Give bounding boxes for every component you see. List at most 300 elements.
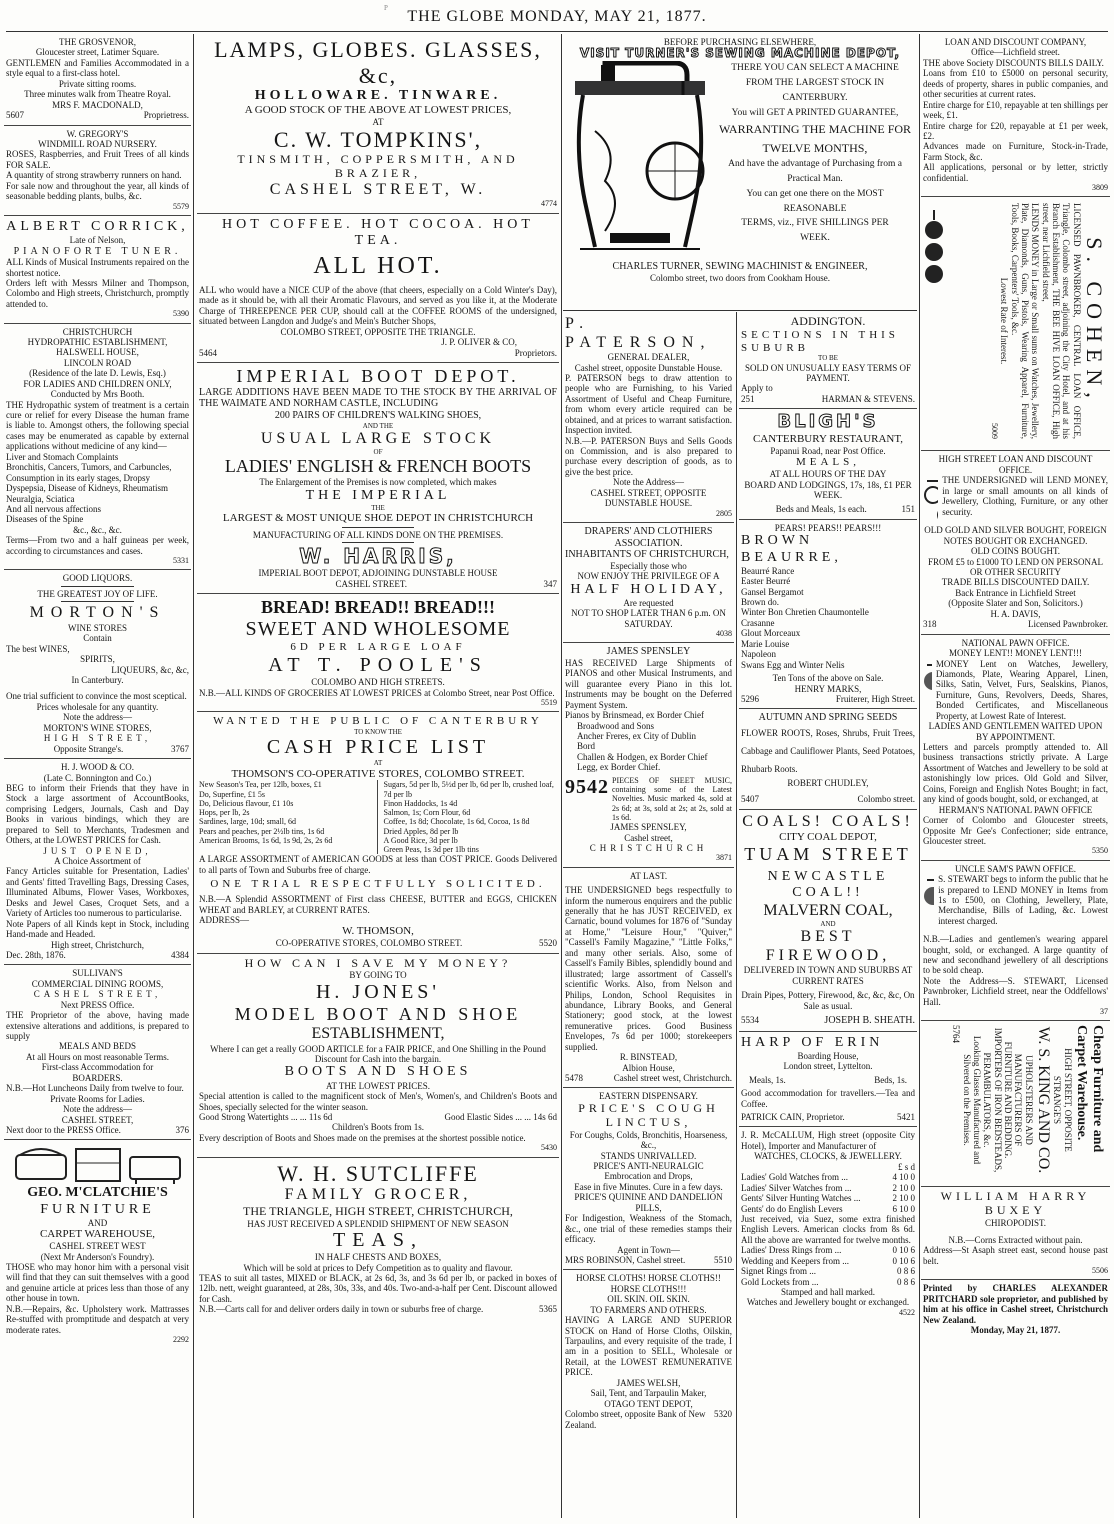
body-text: WARRANTING THE MACHINE FOR <box>718 122 912 137</box>
address: CASHEL STREET. <box>335 578 407 589</box>
body-text: N.B.—Carts call for and deliver orders daily in town or suburbs free of charge. <box>199 1304 484 1315</box>
body-text: (Residence of the late D. Lewis, Esq.) <box>29 368 166 379</box>
advert-subtitle: HALF HOLIDAY, <box>570 581 727 597</box>
advert-title: EASTERN DISPENSARY. <box>599 1091 698 1102</box>
advert-title: HIGH STREET LOAN AND DISCOUNT OFFICE. <box>938 454 1093 475</box>
proprietor-role: Proprietors. <box>514 347 557 358</box>
advert-subtitle: CHIROPODIST. <box>984 1218 1047 1229</box>
body-text: TEAS to suit all tastes, MIXED or BLACK, at 2s 6d, 3s, and 3s 6d per lb, or packed in boxes of 12lb. nett, weight guaranteed, at 28s, 30s, 33s, and 40s. Two-and-a-half per Cent. Discount allowed for Cash. <box>199 1273 557 1304</box>
advert-subtitle: MONEY LENT!! MONEY LENT!!! <box>948 648 1083 659</box>
list-item: Swans Egg and Winter Nelis <box>741 659 845 670</box>
advert-title: COALS! COALS! <box>742 812 914 830</box>
body-text: SECTIONS IN THIS SUBURB <box>741 328 899 354</box>
body-text: Loans from £10 to £5000 on personal security, deeds of property, shares in public companies, and other securities at current rates. <box>923 68 1108 100</box>
address: Back Entrance in Lichfield Street <box>955 587 1076 598</box>
body-text: N.B.—Corns Extracted without pain. <box>948 1234 1083 1245</box>
price-item: Dried Apples, 8d per lb <box>383 826 459 836</box>
advert-title: LAMPS, GLOBES. GLASSES, &c, <box>214 37 542 88</box>
list-item: Ancher Freres, ex City of Dublin <box>577 731 696 742</box>
price-list-right <box>384 780 558 854</box>
address: IMPERIAL BOOT DEPOT, ADJOINING DUNSTABLE HOUSE <box>258 568 498 579</box>
body-text: LENDS MONEY in Large or Small sums on Watches, Jewellery, Plate, Diamonds, Guns, Pistols, Wearing Apparel, Furniture, Tools, Books, Carpenters' Tools, &c. <box>1009 203 1041 440</box>
body-text: Special attention is called to the magnificent stock of Men's, Women's, and Children's Boots and Shoes, specially selected for the winter season. <box>199 1091 557 1112</box>
advert-binstead-books <box>563 868 734 1089</box>
price-item: Pears and peaches, per 2½lb tins, 1s 6d <box>199 826 325 836</box>
advert-number: 2805 <box>716 508 732 518</box>
address: Cashel street west, Christchurch. <box>613 1073 732 1084</box>
body-text: ALL who would have a NICE CUP of the above (that cheers, especially on a Cold Winter's Day), made as it should be, with all their Aromatic Flavours, and served as you like it, at the Moderate Charge of THREEPENCE PER CUP, should call at the COFFEE ROOMS of the undersigned, situated between Langdon and Judge's and Mein's Butcher Shops, <box>199 284 557 327</box>
advert-subtitle: LADIES' ENGLISH & FRENCH BOOTS <box>224 456 532 477</box>
body-text: PIECES OF SHEET MUSIC, containing some of the Latest Novelties. Music marked 4s, sold at 2s 6d; at 3s, sold at 2s; at 2s, sold at 1s 6d. <box>612 775 732 822</box>
advert-sheath-coals <box>739 810 917 1032</box>
list-item: Napoleon <box>741 649 776 660</box>
advert-oliver-coffee <box>197 214 559 363</box>
advert-subtitle: SWEET AND WHOLESOME <box>245 618 511 641</box>
body-text: AT THE LOWEST PRICES. <box>325 1080 430 1091</box>
advert-grosvenor <box>4 34 191 126</box>
body-text: At all Hours on most reasonable Terms. <box>26 1051 169 1062</box>
list-item: Winter Bon Chretien Chaumontelle <box>741 607 869 618</box>
advert-title: UNCLE SAM'S PAWN OFFICE. <box>954 863 1077 874</box>
list-item: Legg, ex Border Chief. <box>577 762 661 773</box>
body-text: LARGEST & MOST UNIQUE SHOE DEPOT IN CHRISTCHURCH <box>222 512 534 525</box>
body-text: A GOOD STOCK OF THE ABOVE AT LOWEST PRICES, <box>244 104 512 117</box>
body-text: One trial sufficient to convince the most sceptical. <box>6 691 187 702</box>
proprietor-name: W. THOMSON, <box>342 925 414 938</box>
body-text: Are requested <box>623 597 674 608</box>
body-text: Good accommodation for travellers.—Tea and Coffee. <box>741 1088 915 1109</box>
advert-subtitle: OIL SKIN. OIL SKIN. <box>607 1294 690 1305</box>
advert-title: THE GROSVENOR, <box>58 37 136 47</box>
advert-number: 5296 <box>741 693 759 704</box>
proprietor-role: Licensed Pawnbroker. <box>1028 619 1108 630</box>
body-text: OLD GOLD AND SILVER BOUGHT, FOREIGN NOTES BOUGHT OR EXCHANGED. <box>924 525 1107 546</box>
body-text: A Choice Assortment of <box>54 856 141 867</box>
price-list-left <box>199 780 378 854</box>
body-text: AND THE <box>362 421 394 430</box>
advert-turner-sewing <box>563 34 917 310</box>
body-text: HAVING A LARGE AND SUPERIOR STOCK on Hand of Horse Cloths, Oilskin, Tarpaulins, and every requisite of the trade, I am in a position to SELL, Wholesale or Retail, at the LOWEST REMUNERATIVE PRICE. <box>565 1315 732 1378</box>
body-text: Orders left with Messrs Milner and Thompson, Colombo and High streets, Christchurch, promptly attended to. <box>6 277 189 309</box>
body-text: AT ALL HOURS OF THE DAY <box>769 469 887 480</box>
pawnbroker-balls-icon <box>923 200 945 440</box>
advert-title: HARP OF ERIN <box>741 1034 884 1050</box>
body-text: Looking Glasses Manufactured and Silvered on the Premises. <box>961 1036 983 1165</box>
body-text: A quantity of strong strawberry runners on hand. <box>6 170 182 181</box>
advert-king-furniture <box>921 1021 1110 1187</box>
body-text: OLD COINS BOUGHT. <box>970 546 1061 557</box>
advert-title: HORSE CLOTHS! HORSE CLOTHS!! <box>576 1273 721 1284</box>
agent-name: HARMAN & STEVENS. <box>821 393 915 404</box>
proprietor-name: J. P. OLIVER & CO, <box>441 337 517 348</box>
address: CASHEL STREET, OPPOSITE DUNSTABLE HOUSE. <box>590 487 707 509</box>
list-item: &c., &c., &c. <box>73 524 122 535</box>
body-text: The Enlargement of the Premises is now completed, which makes <box>259 477 497 488</box>
proprietor-name: H. A. DAVIS, <box>990 608 1041 619</box>
sheet-music-count: 9542 <box>565 775 609 798</box>
body-text: PRICE'S ANTI-NEURALGIC <box>593 1161 704 1172</box>
list-item: Bord <box>577 741 595 752</box>
body-text: Printed by CHARLES ALEXANDER PRITCHARD sole proprietor, and published by him at his office in Cashel street, Christchurch New Zealand. <box>923 1283 1108 1325</box>
body-text: 200 PAIRS OF CHILDREN'S WALKING SHOES, <box>274 410 482 422</box>
list-item: Liver and Stomach Complaints <box>6 451 119 462</box>
advert-title: AT LAST. <box>629 870 668 881</box>
body-text: Especially those who <box>610 560 687 571</box>
advert-subtitle: WINDMILL ROAD NURSERY. <box>38 138 157 149</box>
business-name: MORTON'S <box>29 604 166 622</box>
masthead-rule <box>6 31 1108 32</box>
advert-chudley-seeds <box>739 709 917 809</box>
body-text: Agent in Town— <box>617 1244 680 1255</box>
price-item: Hops, per lb, 2s <box>199 808 250 818</box>
address: Colombo street, two doors from Cookham House. <box>650 272 830 283</box>
body-text: OTAGO TENT DEPOT, <box>604 1398 693 1409</box>
advert-tompkins-lamps <box>197 34 559 214</box>
body-text: WEEK. <box>800 233 830 243</box>
body-text: N.B.—ALL KINDS OF GROCERIES AT LOWEST PRICES at Colombo Street, near Post Office. <box>199 687 555 698</box>
advert-number: 5331 <box>173 556 189 566</box>
advert-blighs-restaurant <box>739 409 917 520</box>
address: HIGH STREET, <box>43 733 152 744</box>
price-item: Wedding and Keepers from ... <box>741 1255 849 1266</box>
body-text: N.B.—Hot Luncheons Daily from twelve to four. <box>6 1083 184 1094</box>
body-text: Note the address— <box>63 1104 132 1115</box>
address: CHRISTCHURCH <box>589 843 708 853</box>
price-item: Gents' Silver Hunting Watches ... <box>741 1193 861 1204</box>
body-text: N.B.—P. PATERSON Buys and Sells Goods on Commission, and is also prepared to purchase every description of goods, as to give the best price. <box>565 435 732 477</box>
body-text: THE <box>371 503 385 512</box>
advert-subtitle: WATCHES, CLOCKS, & JEWELLERY. <box>754 1151 902 1162</box>
body-text: FURNITURE AND BEDDING. <box>1003 1042 1014 1159</box>
address: Colombo street. <box>857 794 915 805</box>
advert-loan-discount <box>921 34 1110 197</box>
body-text: THE IMPERIAL <box>305 487 451 503</box>
body-text: TO KNOW THE <box>354 728 402 737</box>
advert-poole-bread <box>197 594 559 712</box>
body-text: N.B.—A Splendid ASSORTMENT of First class CHEESE, BUTTER and EGGS, CHICKEN WHEAT and BARLEY, at CURRENT RATES. <box>199 894 557 915</box>
advert-number: 5390 <box>173 309 189 319</box>
advert-subtitle: CANTERBURY RESTAURANT, <box>752 433 904 446</box>
date: Dec. 28th, 1876. <box>6 949 66 960</box>
advert-subtitle: JUST OPENED, <box>43 845 152 856</box>
column-4 <box>739 312 917 1520</box>
address: Address—St Asaph street east, second house past belt. <box>923 1245 1108 1266</box>
sewing-machine-icon <box>565 61 715 261</box>
business-name: AT T. POOLE'S <box>268 654 488 677</box>
list-item: Neuralgia, Sciatica <box>6 493 75 504</box>
advert-number: 3809 <box>1092 183 1108 193</box>
advert-subtitle: USUAL LARGE STOCK <box>260 429 496 447</box>
body-text: Where I can get a really GOOD ARTICLE for a FAIR PRICE, and One Shilling in the Pound Discount for Cash into the bargain. <box>210 1043 546 1064</box>
body-text: THERE YOU CAN SELECT A MACHINE <box>731 63 899 74</box>
proprietor-role: Fruiterer, High Street. <box>835 693 915 704</box>
body-text: Letters and parcels promptly attended to. All business transactions strictly private. A Large Assortment of Watches and Jewellery to be sold at astonishingly low prices. Old Gold and Silver, Coins, Foreign and English Notes Bought; in fact, any kind of goods bought, sold, or exchanged, at <box>923 742 1108 805</box>
body-text: Entire charge for £20, repayable at £1 per week, £2. <box>923 120 1108 141</box>
address: TUAM STREET <box>744 844 912 865</box>
body-text: BOARDERS. <box>72 1072 123 1083</box>
body-text: IN HALF CHESTS AND BOXES, <box>314 1252 442 1263</box>
advert-number: 5510 <box>714 1254 732 1265</box>
price-item: Ladies' Gold Watches from ... <box>741 1172 848 1183</box>
advert-title: DRAPERS' AND CLOTHIERS ASSOCIATION. <box>584 525 713 549</box>
price-item: Sugars, 5d per lb, 5½d per lb, 6d per lb, crushed loaf, 7d per lb <box>383 780 554 799</box>
section-rule <box>563 310 917 311</box>
body-text: Late of Nelson, <box>69 235 126 246</box>
advert-subtitle: TO FARMERS AND OTHERS. <box>590 1304 707 1315</box>
advert-paterson-dealer <box>563 312 734 523</box>
address: Papanui Road, near Post Office. <box>770 445 886 456</box>
body-text: Prices wholesale for any quantity. <box>36 701 159 712</box>
address: (Opposite Slater and Son, Solicitors.) <box>948 598 1083 609</box>
advert-drapers-association <box>563 523 734 643</box>
body-text: BEG to inform their Friends that they have in Stock a large assortment of AccountBooks, comprising Ledgers, Journals, Cash and Day Books in various bindings, which they are prepared to Sell to Merchants, Tradesmen and Others, at the LOWEST PRICES for Cash. <box>6 782 189 846</box>
proprietor-name: R. BINSTEAD, <box>619 1052 678 1063</box>
advert-number: 5009 <box>989 423 999 440</box>
list-item: Beaurré Rance <box>741 565 795 576</box>
advert-number: 5350 <box>1092 846 1108 856</box>
advert-number: 347 <box>543 578 557 589</box>
furniture-engraving-icon <box>6 1143 189 1185</box>
price-value: 2 10 0 <box>892 1193 915 1204</box>
body-text: Ease in five Minutes. Cure in a few days. <box>574 1181 723 1192</box>
advert-title: JAMES SPENSLEY <box>606 646 691 658</box>
advert-herman-pawn <box>921 635 1110 861</box>
advert-marks-pears <box>739 520 917 710</box>
advert-title: GOOD LIQUORS. <box>62 573 133 584</box>
advert-sutcliffe-grocer <box>197 1158 559 1319</box>
list-item: Glout Morceaux <box>741 628 801 639</box>
business-name: H. JONES' <box>315 980 441 1003</box>
address: COLOMBO AND HIGH STREETS. <box>311 677 445 688</box>
body-text: MALVERN COAL, <box>763 901 893 919</box>
body-text: AT <box>372 117 384 128</box>
advert-subtitle: CASH PRICE LIST <box>266 736 490 759</box>
advert-subtitle: FURNITURE <box>40 1201 155 1217</box>
body-text: N.B.—Ladies and gentlemen's wearing apparel bought, sold, or exchanged. A large quantity of new and secondhand jewellery of all descriptions to be sold cheap. <box>923 934 1108 976</box>
advert-spensley-pianos <box>563 643 734 867</box>
body-text: TERMS, viz., FIVE SHILLINGS PER <box>741 218 889 229</box>
advert-title: BREAD! BREAD!! BREAD!!! <box>261 597 495 618</box>
body-text: (Late C. Bonnington and Co.) <box>43 772 152 783</box>
price-header: £ s d <box>897 1161 915 1172</box>
address: Cashel street, opposite Dunstable House. <box>574 362 723 373</box>
advert-number: 5506 <box>1092 1265 1108 1275</box>
list-item: Crasanne <box>741 617 775 628</box>
body-text: GENTLEMEN and Families Accommodated in a style equal to a first-class hotel. <box>6 57 189 79</box>
body-text: Meals, 1s. <box>749 1074 786 1085</box>
advert-title: NATIONAL PAWN OFFICE. <box>961 637 1070 648</box>
body-text: LARGE ADDITIONS HAVE BEEN MADE TO THE STOCK BY THE ARRIVAL OF THE WAIMATE AND NORHAM CASTLE, INCLUDING <box>199 386 557 410</box>
body-text: IMPORTERS OF IRON BEDSTEADS, PERAMBULATORS, &c. <box>982 1028 1003 1173</box>
advert-number: 4038 <box>716 629 732 639</box>
advert-buxey-chiropodist <box>921 1187 1110 1280</box>
list-item: Brown do. <box>741 597 779 608</box>
body-text: Advances made on Furniture, Stock-in-Trade, Farm Stock, &c. <box>923 141 1108 162</box>
address: Colombo street, opposite Bank of New Zealand. <box>565 1409 706 1430</box>
advert-subtitle: COMMERCIAL DINING ROOMS, <box>31 978 164 989</box>
body-text: Contain <box>83 633 112 644</box>
advert-cohen-pawnbroker <box>921 197 1110 451</box>
body-text: THE UNDERSIGNED will LEND MONEY, in large or small amounts on all kinds of Jewellery, Clothing, Furniture, or any other security. <box>942 475 1108 517</box>
advert-subtitle: FAMILY GROCER, <box>284 1186 472 1204</box>
advert-number: 5430 <box>541 1143 557 1153</box>
price-item: Gold Lockets from ... <box>741 1276 819 1287</box>
body-text: MONEY Lent on Watches, Jewellery, Diamonds, Plate, Wearing Apparel, Linen, Silks, Satin, Velvet, Furs, Sealskins, Pianos, Furniture, Guns, Revolvers, Deeds, Shares, Bonded Certificates, and Miscellaneous Property, at Lowest Rate of Interest. <box>935 658 1108 721</box>
advert-corrick-piano <box>4 216 191 324</box>
proprietor-name: MRS F. MACDONALD, <box>52 99 143 110</box>
body-text: Note the Address— <box>613 477 684 488</box>
body-text: S. STEWART begs to inform the public that he is prepared to LEND MONEY in Items from 1s to £500, on Clothing, Jewellery, Plate, Merchandise, Bills of Lading, &c. Lowest interest charged. <box>938 874 1108 926</box>
address: CASHEL STREET, W. <box>269 180 487 198</box>
body-text: Apply to <box>741 383 773 394</box>
advert-number: 5421 <box>897 1112 915 1123</box>
price-item: Salmon, 1s; Corn Flour, 6d <box>383 808 471 818</box>
column-2 <box>197 34 559 1520</box>
body-text: AND <box>820 920 836 929</box>
address: High street, Christchurch, <box>51 939 144 950</box>
address: CASHEL STREET, <box>61 1114 134 1125</box>
address: HIGH STREET, OPPOSITE STRANGE'S <box>1052 1048 1073 1153</box>
advert-title: H. J. WOOD & CO. <box>60 762 135 773</box>
pawnbroker-balls-icon <box>923 874 934 934</box>
price-item: American Brooms, 1s 6d, 1s 9d, 2s, 2s 6d <box>199 835 333 845</box>
address: Corner of Colombo and Gloucester streets, Opposite Mr Gee's Confectioner; side entrance, Gloucester street. <box>923 815 1108 846</box>
price-item: Coffee, 1s 8d; Chocolate, 1s 6d, Cocoa, 1s 8d <box>383 817 530 827</box>
advert-number: 4522 <box>899 1307 915 1317</box>
address: Albion House, <box>622 1062 675 1073</box>
body-text: All applications, personal or by letter, strictly confidential. <box>923 162 1108 183</box>
body-text: DELIVERED IN TOWN AND SUBURBS AT CURRENT RATES <box>743 965 913 986</box>
body-text: For Indigestion, Weakness of the Stomach, &c., one trial of these remedies stamps their efficacy. <box>565 1213 732 1245</box>
advert-title: HORSE CLOTHS!!! <box>610 1283 687 1294</box>
body-text: FROM THE LARGEST STOCK IN <box>745 78 885 89</box>
price-item: Sardines, large, 10d; small, 6d <box>199 817 296 827</box>
price-item: Good Strong Watertights ... ... 11s 6d <box>199 1111 333 1122</box>
body-text: Boarding House, <box>797 1050 859 1061</box>
address: Cashel street, <box>624 832 673 843</box>
body-text: Practical Man. <box>787 174 843 185</box>
body-text: For Coughs, Colds, Bronchitis, Hoarseness, &c., <box>569 1129 728 1151</box>
body-text: And have the advantage of Purchasing from a <box>728 159 902 170</box>
body-text: ROSES, Raspberries, and Fruit Trees of all kinds FOR SALE. <box>6 149 189 170</box>
body-text: MANUFACTURING OF ALL KINDS DONE ON THE PREMISES. <box>252 529 504 540</box>
body-text: 6D PER LARGE LOAF <box>290 641 466 654</box>
advert-title: CHRISTCHURCH <box>62 326 133 337</box>
address: MORTON'S WINE STORES, <box>43 722 152 733</box>
body-text: You can get one there on the MOST REASONABLE <box>746 188 884 214</box>
body-text: HAS JUST RECEIVED A SPLENDID SHIPMENT OF NEW SEASON <box>247 1218 509 1229</box>
masthead-mark: P <box>384 4 389 12</box>
body-text: NOT TO SHOP LATER THAN 6 p.m. ON SATURDAY. <box>571 608 726 629</box>
body-text: LADIES AND GENTLEMEN WAITED UPON BY APPOINTMENT. <box>928 721 1103 742</box>
body-text: NOW ENJOY THE PRIVILEGE OF A <box>577 571 720 582</box>
business-name: P. PATERSON, <box>565 315 712 351</box>
body-text: You will GET A PRINTED GUARANTEE, <box>731 107 899 118</box>
price-value: 4 10 0 <box>892 1172 915 1183</box>
column-rule <box>919 34 920 1518</box>
printer-imprint <box>921 1280 1110 1339</box>
body-text: For sale now and throughout the year, all kinds of seasonable bedding plants, bulbs, &c. <box>6 180 189 202</box>
body-text: Every description of Boots and Shoes made on the premises at the shortest possible notice. <box>199 1132 526 1143</box>
pawnbroker-balls-icon <box>923 475 938 525</box>
advert-number: 5365 <box>539 1304 557 1315</box>
address: Gloucester street, Latimer Square. <box>35 47 160 58</box>
advert-wood-stationers <box>4 759 191 965</box>
body-text: UPHOLSTERERS AND MANUFACTURERS OF <box>1013 1054 1034 1147</box>
advert-title: WILLIAM HARRY BUXEY <box>940 1189 1091 1218</box>
advert-number: 5478 <box>565 1073 583 1084</box>
advert-mclatchie-furniture <box>4 1140 191 1348</box>
newspaper-title: THE GLOBE MONDAY, MAY 21, 1877. <box>407 8 707 25</box>
column-rule <box>561 34 562 1518</box>
advert-eastern-dispensary <box>563 1088 734 1270</box>
address: Opposite Strange's. <box>53 743 124 754</box>
advert-title: LOAN AND DISCOUNT COMPANY, <box>944 37 1087 47</box>
body-text: Drain Pipes, Pottery, Firewood, &c, &c, &c, On Sale as usual. <box>741 990 915 1011</box>
advert-title: W. GREGORY'S <box>66 128 129 139</box>
body-text: Lowest Rate of Interest. <box>999 278 1010 365</box>
body-text: AT <box>373 759 383 768</box>
price-item: Signet Rings from ... <box>741 1266 817 1277</box>
advert-title: SULLIVAN'S <box>72 968 123 979</box>
advert-subtitle: BOOTS AND SHOES <box>284 1064 472 1080</box>
advert-number: 5579 <box>173 201 189 211</box>
body-text: First-class Accommodation for <box>41 1062 154 1073</box>
advert-jones-boots <box>197 954 559 1158</box>
advert-uncle-sams-pawn <box>921 861 1110 1022</box>
body-text: The best WINES, <box>6 643 70 654</box>
advert-number: 2292 <box>173 1335 189 1345</box>
price-item: Finon Haddocks, 1s 4d <box>383 798 458 808</box>
body-text: BY GOING TO <box>349 970 407 981</box>
advert-addington-sections <box>739 312 917 409</box>
list-item: Consumption in its early stages, Dropsy <box>6 472 150 483</box>
address: Next PRESS Office. <box>60 999 135 1010</box>
body-text: Sail, Tent, and Tarpaulin Maker, <box>590 1388 707 1399</box>
body-text: Stamped and hall marked. <box>781 1287 875 1298</box>
price-item: Gents' do do English Levers <box>741 1203 843 1214</box>
advert-gregory-nursery <box>4 126 191 216</box>
body-text: Beds and Meals, 1s each. <box>775 504 867 515</box>
body-text: PRICE'S QUININE AND DANDELION PILLS, <box>574 1192 723 1213</box>
body-text: INHABITANTS OF CHRISTCHURCH, <box>565 549 729 561</box>
list-item: Bronchitis, Cancers, Tumors, and Carbuncles, <box>6 462 172 473</box>
business-name: W. HARRIS, <box>299 544 457 569</box>
proprietor-name: JOSEPH B. SHEATH. <box>824 1015 915 1027</box>
advert-subtitle: PIANOFORTE TUNER. <box>13 245 182 257</box>
body-text: Private Rooms for Ladies. <box>50 1093 145 1104</box>
list-item: Broadwood and Sons <box>577 720 654 731</box>
advert-subtitle: HOLLOWARE. TINWARE. <box>254 88 502 104</box>
body-text: MEALS, <box>795 456 861 469</box>
business-name: S. COHEN, <box>1082 237 1107 406</box>
advert-number: 5464 <box>199 347 217 358</box>
advert-subtitle: BROWN BEAURRE, <box>741 533 842 565</box>
body-text: BEFORE PURCHASING ELSEWHERE, <box>663 37 817 47</box>
list-item: Marie Louise <box>741 638 790 649</box>
proprietor-name: JAMES WELSH, <box>616 1377 681 1388</box>
price-value: 6 10 0 <box>892 1203 915 1214</box>
body-text: ADDRESS— <box>199 914 250 925</box>
body-text: Conducted by Mrs Booth. <box>50 389 145 400</box>
date: Monday, May 21, 1877. <box>970 1325 1061 1335</box>
body-text: Three minutes walk from Theatre Royal. <box>24 89 171 100</box>
body-text: J. R. McCALLUM, High street (opposite City Hotel), Importer and Manufacturer of <box>741 1130 915 1151</box>
advert-number: 4774 <box>541 199 557 209</box>
price-value: 0 8 6 <box>897 1266 915 1277</box>
advert-subtitle: CITY COAL DEPOT, <box>779 831 877 844</box>
body-text: Entire charge for £10, repayable at ten shillings per week, £1. <box>923 99 1108 121</box>
